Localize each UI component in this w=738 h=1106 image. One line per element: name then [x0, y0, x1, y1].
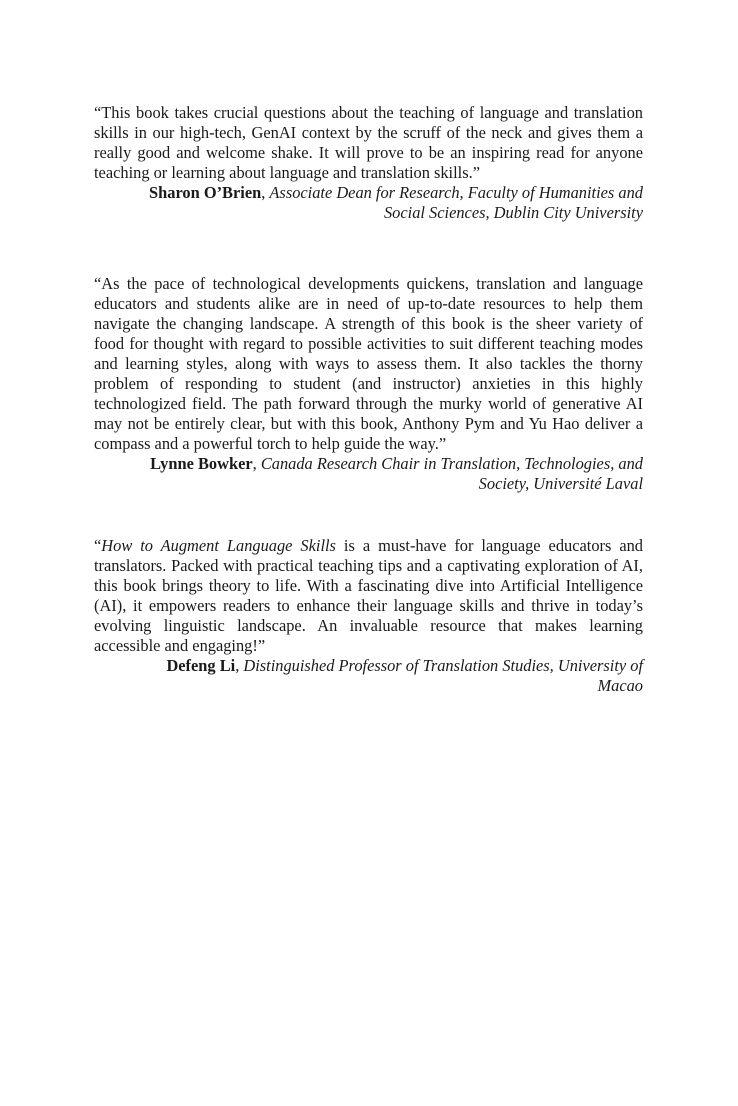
attribution-separator: ,	[261, 183, 270, 202]
endorsement-obrien	[94, 103, 643, 223]
attribution-separator: ,	[235, 656, 244, 675]
quote-open-mark: “	[94, 536, 102, 555]
endorsements-page	[94, 103, 643, 696]
quote-body: is a must-have for language educators and translators. Packed with practical teaching tips and a captivating exploration of AI, this book brings theory to life. With a fascinating dive into Artificial Intelligence (AI), it empowers readers to enhance their language skills and thrive in today’s evolving linguistic landscape. An invaluable resource that makes learning accessible and engaging!”	[94, 536, 643, 655]
endorsement-quote: “As the pace of technological developments quickens, translation and language educators and students alike are in need of up-to-date resources to help them navigate the changing landscape. A strength of this book is the sheer variety of food for thought with regard to possible activities to suit different teaching modes and learning styles, along with ways to assess them. It also tackles the thorny problem of responding to student (and instructor) anxieties in this highly technologized field. The path forward through the murky world of generative AI may not be entirely clear, but with this book, Anthony Pym and Yu Hao deliver a compass and a powerful torch to help guide the way.”	[94, 274, 643, 453]
endorser-role: Associate Dean for Research, Faculty of Humanities and Social Sciences, Dublin City University	[269, 183, 643, 222]
endorsement-quote: “This book takes crucial questions about the teaching of language and translation skills in our high-tech, GenAI context by the scruff of the neck and gives them a really good and welcome shake. It will prove to be an inspiring read for anyone teaching or learning about language and translation skills.”	[94, 103, 643, 182]
endorser-name: Sharon O’Brien	[149, 183, 262, 202]
endorsement-attribution	[94, 454, 643, 494]
endorsement-attribution	[94, 656, 643, 696]
endorsement-attribution	[94, 183, 643, 223]
endorsement-quote	[94, 536, 643, 656]
attribution-separator: ,	[252, 454, 261, 473]
book-title: How to Augment Language Skills	[101, 536, 336, 555]
endorsement-bowker	[94, 274, 643, 494]
endorser-name: Defeng Li	[166, 656, 236, 675]
endorser-name: Lynne Bowker	[150, 454, 253, 473]
endorsement-li	[94, 536, 643, 696]
endorser-role: Canada Research Chair in Translation, Technologies, and Society, Université Laval	[260, 454, 643, 493]
endorser-role: Distinguished Professor of Translation Studies, University of Macao	[243, 656, 643, 695]
